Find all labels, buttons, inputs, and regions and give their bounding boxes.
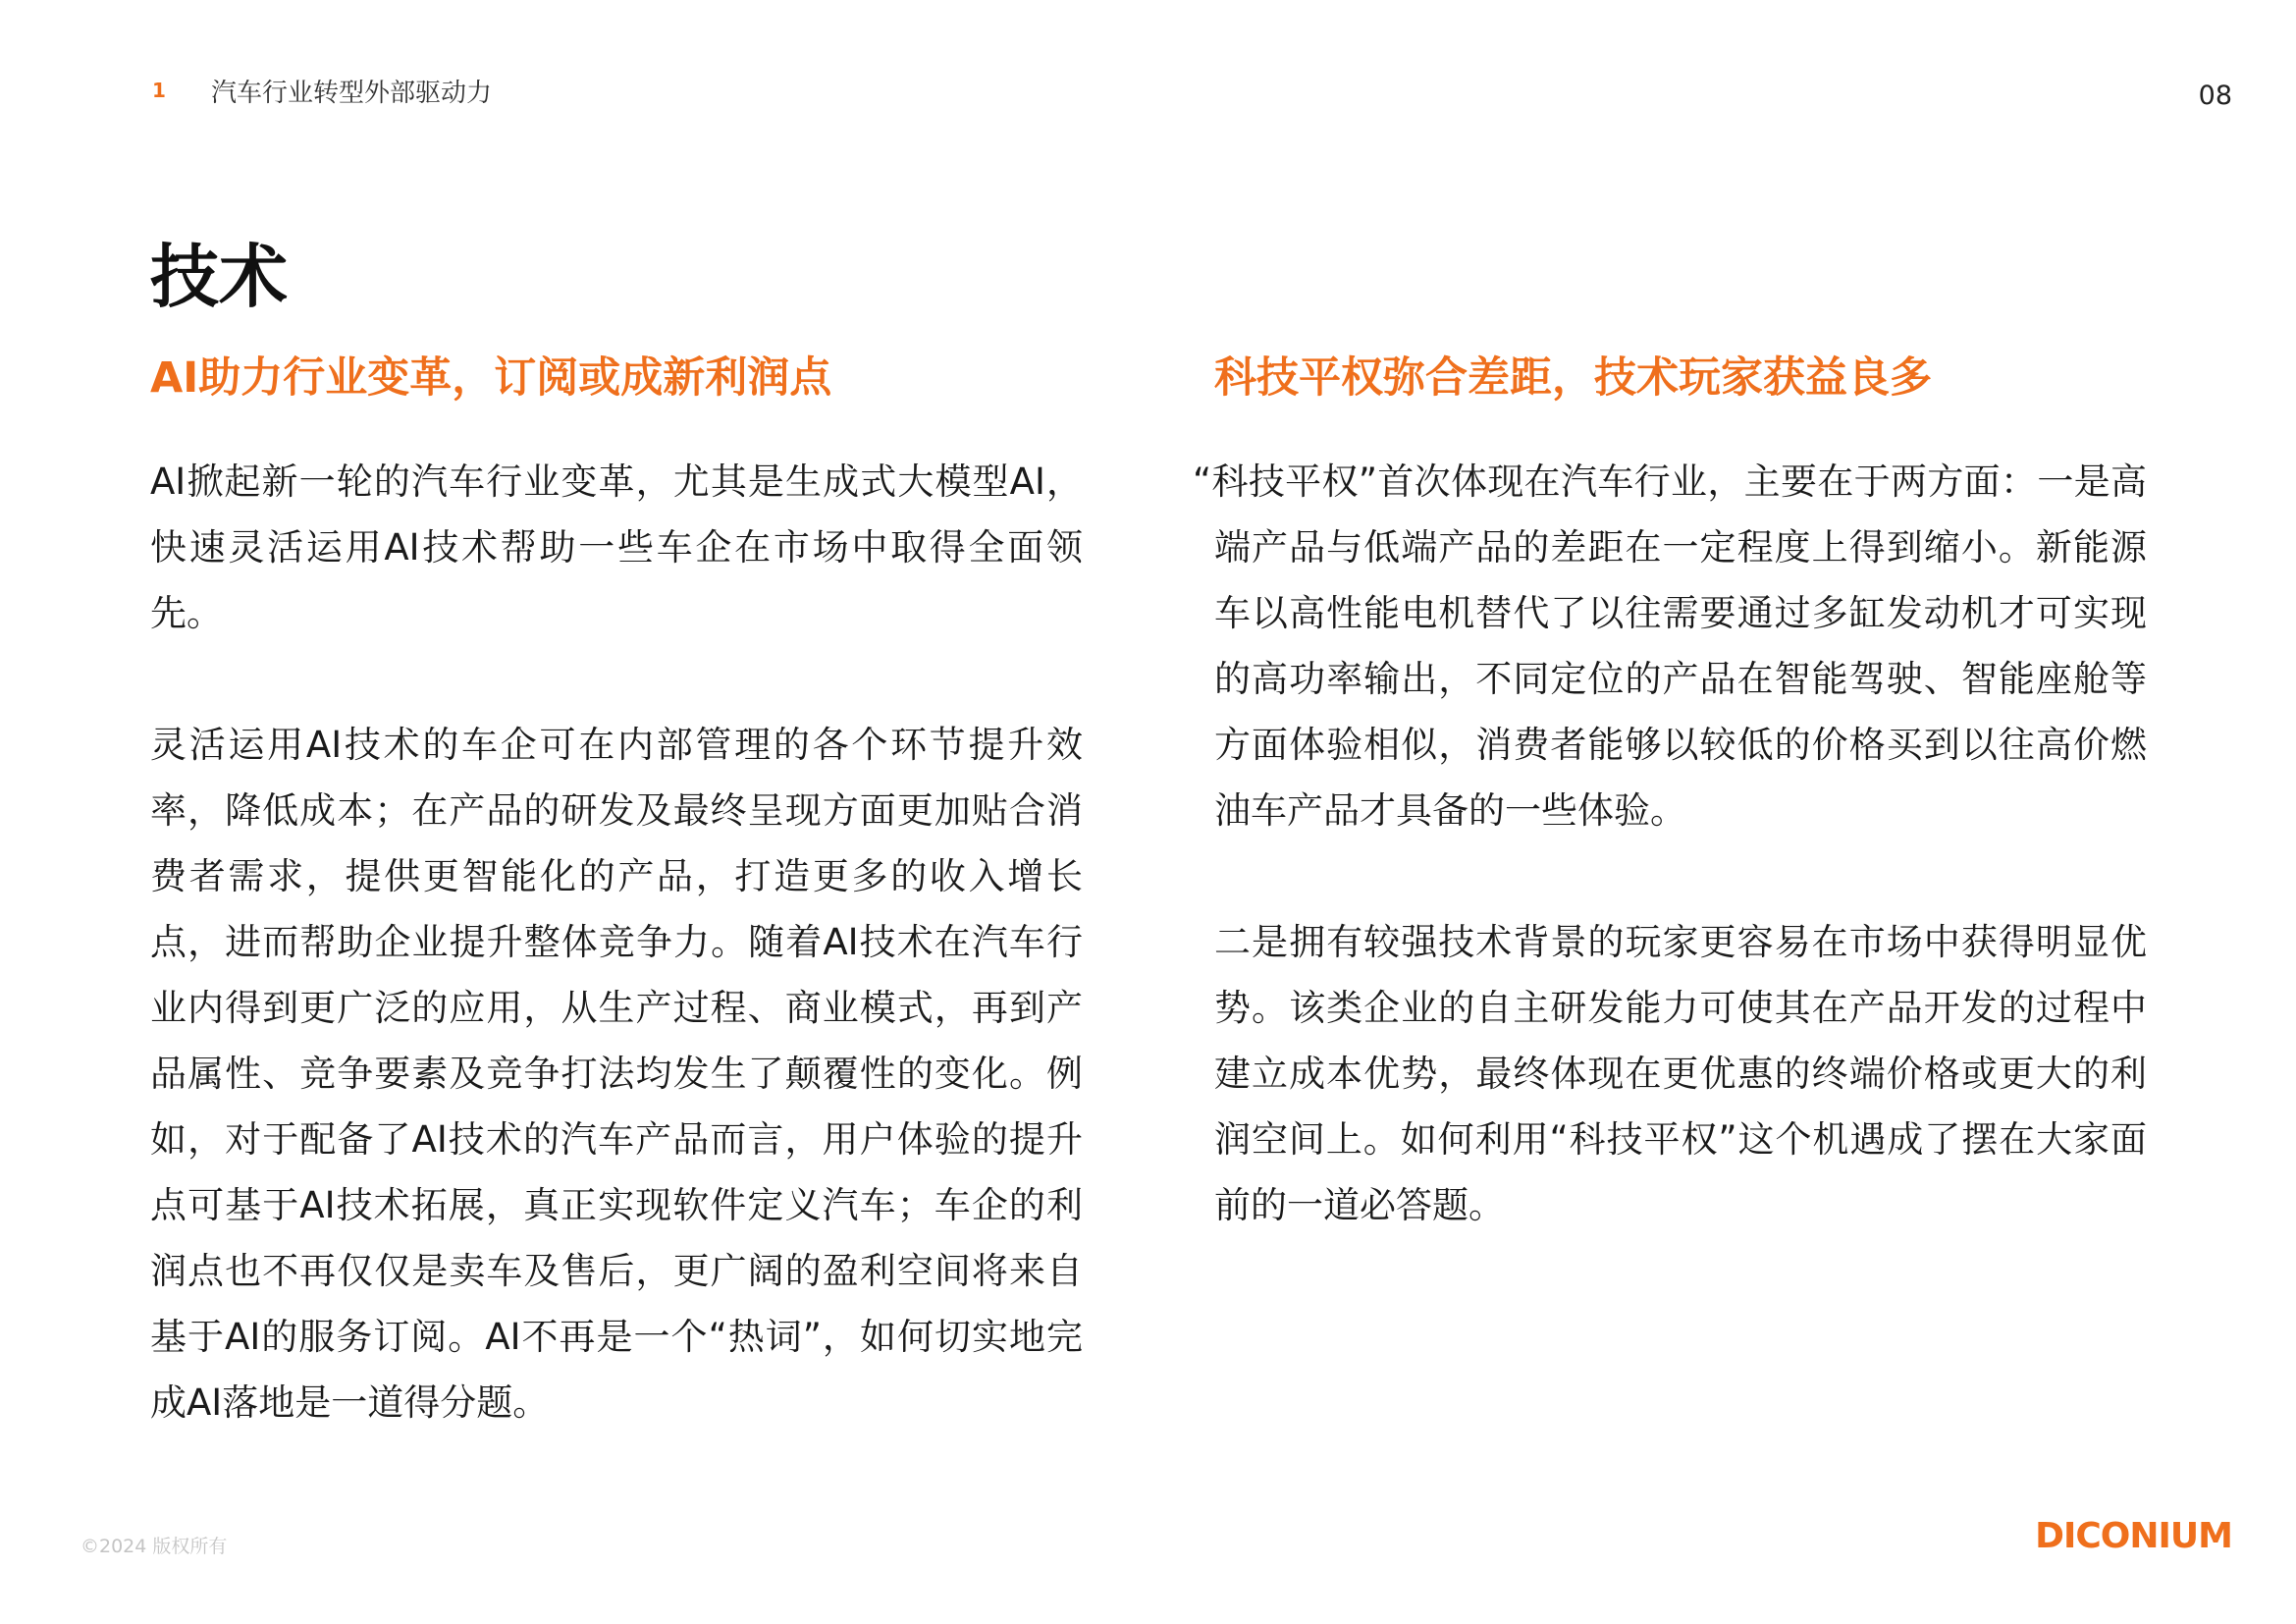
section-title: 汽车行业转型外部驱动力 <box>211 79 493 108</box>
left-paragraph-1: AI掀起新一轮的汽车行业变革，尤其是生成式大模型AI，快速灵活运用AI技术帮助一些车企在市场中取得全面领先。 <box>150 460 1083 634</box>
page-title: 技术 <box>150 237 288 317</box>
left-column <box>150 349 1083 1501</box>
section-number: 1 <box>152 79 166 102</box>
left-column-heading: AI助力行业变革，订阅或成新利润点 <box>150 353 832 403</box>
right-paragraph-2: 二是拥有较强技术背景的玩家更容易在市场中获得明显优势。该类企业的自主研发能力可使其在产品开发的过程中建立成本优势，最终体现在更优惠的终端价格或更大的利润空间上。如何利用“科技平权”这个机遇成了摆在大家面前的一道必答题。 <box>1214 921 2147 1226</box>
page-number: 08 <box>2198 81 2232 111</box>
right-column <box>1193 349 2147 1304</box>
left-paragraph-2: 灵活运用AI技术的车企可在内部管理的各个环节提升效率，降低成本；在产品的研发及最终呈现方面更加贴合消费者需求，提供更智能化的产品，打造更多的收入增长点，进而帮助企业提升整体竞争力。随着AI技术在汽车行业内得到更广泛的应用，从生产过程、商业模式，再到产品属性、竞争要素及竞争打法均发生了颠覆性的变化。例如，对于配备了AI技术的汽车产品而言，用户体验的提升点可基于AI技术拓展，真正实现软件定义汽车；车企的利润点也不再仅仅是卖车及售后，更广阔的盈利空间将来自基于AI的服务订阅。AI不再是一个“热词”，如何切实地完成AI落地是一道得分题。 <box>150 724 1083 1424</box>
brand-logo: DICONIUM <box>2035 1516 2232 1556</box>
right-paragraph-1: “科技平权”首次体现在汽车行业，主要在于两方面：一是高端产品与低端产品的差距在一定程度上得到缩小。新能源车以高性能电机替代了以往需要通过多缸发动机才可实现的高功率输出，不同定位的产品在智能驾驶、智能座舱等方面体验相似，消费者能够以较低的价格买到以往高价燃油车产品才具备的一些体验。 <box>1193 460 2147 832</box>
copyright-text: ©2024 版权所有 <box>80 1536 228 1557</box>
right-column-heading: 科技平权弥合差距，技术玩家获益良多 <box>1214 353 1932 403</box>
